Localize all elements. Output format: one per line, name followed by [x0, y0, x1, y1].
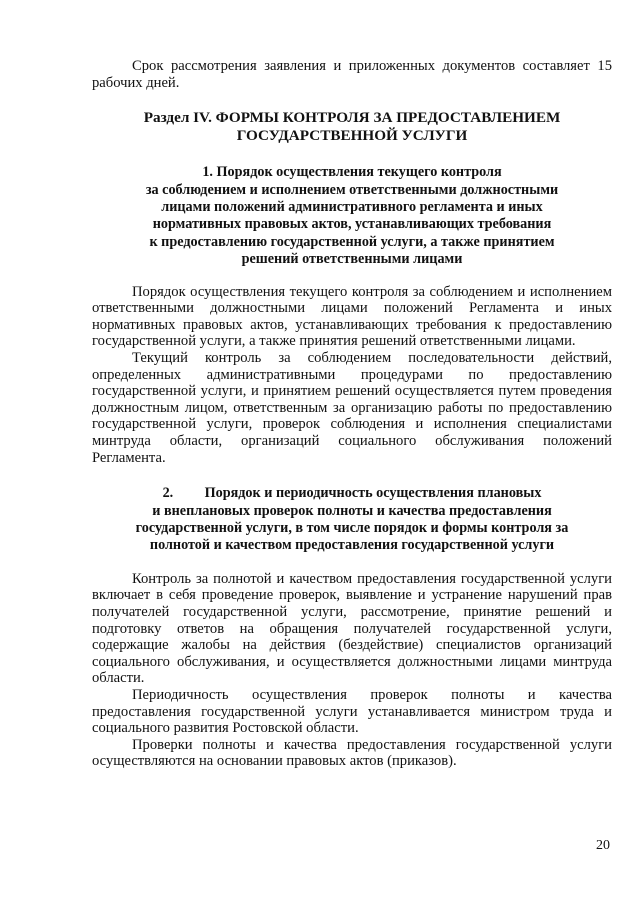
body-paragraph: Периодичность осуществления проверок полноты и качества предоставления государственной услуги устанавливается министром труда и социального развития Ростовской области. [92, 686, 612, 737]
heading-line [92, 485, 612, 502]
heading-line-text: Порядок и периодичность осуществления плановых [204, 485, 542, 502]
subsection-number: 2. [162, 485, 174, 502]
subsection-2-heading [92, 485, 612, 555]
section-heading-line: ГОСУДАРСТВЕННОЙ УСЛУГИ [236, 126, 468, 144]
page-number: 20 [596, 838, 610, 853]
body-paragraph: Контроль за полнотой и качеством предоставления государственной услуги включает в себя проведение проверок, выявление и устранение нарушений прав получателей государственной услуги, рассмотрение, принятие решений и подготовку ответов на обращения получателей государственной услуги, содержащие жалобы на действия (бездействие) специалистов организаций социального обслуживания, и осуществляется должностными лицами минтруда области. [92, 570, 612, 687]
intro-paragraph: Срок рассмотрения заявления и приложенных документов составляет 15 рабочих дней. [92, 58, 612, 91]
body-paragraph: Порядок осуществления текущего контроля за соблюдением и исполнением ответственными должностными лицами положений Регламента и иных нормативных правовых актов, устанавливающих требования к предоставлению государственной услуги, а также принятия решений ответственными лицами. [92, 283, 612, 350]
heading-line: решений ответственными лицами [241, 251, 463, 268]
heading-line: государственной услуги, в том числе порядок и формы контроля за [135, 519, 569, 536]
heading-line: за соблюдением и исполнением ответственными должностными [145, 181, 559, 198]
section-heading [92, 109, 612, 144]
heading-line: 1. Порядок осуществления текущего контроля [202, 164, 502, 181]
subsection-1-heading [92, 164, 612, 268]
body-paragraph: Текущий контроль за соблюдением последовательности действий, определенных административными процедурами по предоставлению государственной услуги, и принятием решений осуществляется путем проведения должностным лицом, ответственным за организацию работы по предоставлению государственной услуги, проверок соблюдения и исполнения специалистами минтруда области, организаций социального обслуживания положений Регламента. [92, 350, 612, 466]
section-heading-line: Раздел IV. ФОРМЫ КОНТРОЛЯ ЗА ПРЕДОСТАВЛЕНИЕМ [143, 109, 561, 127]
heading-line: нормативных правовых актов, устанавливающих требования [152, 216, 552, 233]
heading-line: к предоставлению государственной услуги, а также принятием [149, 233, 555, 250]
heading-line: полнотой и качеством предоставления государственной услуги [149, 537, 555, 554]
body-paragraph: Проверки полноты и качества предоставления государственной услуги осуществляются на основании правовых актов (приказов). [92, 736, 612, 770]
heading-line: лицами положений административного регламента и иных [161, 199, 543, 215]
heading-line: и внеплановых проверок полноты и качества предоставления [152, 502, 552, 519]
document-page [92, 58, 612, 770]
